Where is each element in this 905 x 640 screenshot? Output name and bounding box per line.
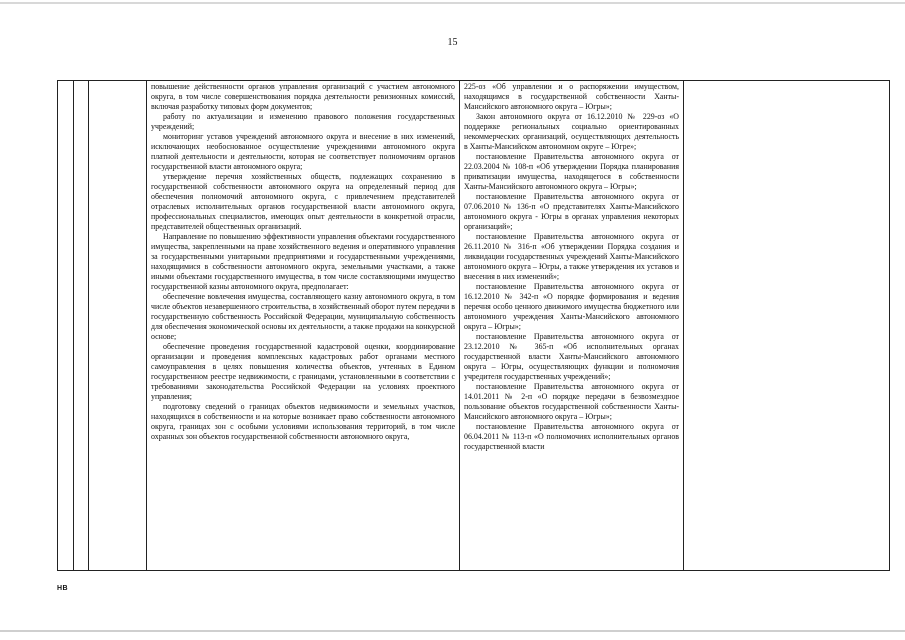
content-column	[147, 81, 459, 570]
paragraph: мониторинг уставов учреждений автономного округа и внесение в них изменений, исключающих необоснованное осуществление учреждениями автономного округа платной деятельности и деятельности, которая не соответствует полномочиям органов государственной власти автономного округа;	[151, 132, 455, 171]
table-cell-number	[58, 81, 74, 571]
paragraph: обеспечение проведения государственной кадастровой оценки, координирование организации и проведения комплексных кадастровых работ органами местного самоуправления в целях повышения количества объектов, учтенных в Едином государственном реестре недвижимости, с границами, установленными в соответствии с требованиями законодательства Российской Федерации на условиях проектного управления;	[151, 342, 455, 401]
table-row	[58, 81, 890, 571]
table-cell-legal-basis	[460, 81, 684, 571]
paragraph: постановление Правительства автономного округа от 14.01.2011 № 2-п «О порядке передачи в безвозмездное пользование объектов государственной собственности Ханты-Мансийского автономного округа – Югры»;	[464, 382, 679, 421]
paragraph: Закон автономного округа от 16.12.2010 № 229-оз «О поддержке региональных социально ориентированных некоммерческих организаций, осуществляющих деятельность в Ханты-Мансийском автономном округе – Югре»;	[464, 112, 679, 151]
table-cell-content	[147, 81, 460, 571]
scan-top-edge	[0, 2, 905, 4]
table-cell-index	[74, 81, 89, 571]
table-cell-empty	[89, 81, 147, 571]
paragraph: обеспечение вовлечения имущества, составляющего казну автономного округа, в том числе объектов незавершенного строительства, в хозяйственный оборот путем передачи в государственную собственность Российской Федерации, муниципальную собственность для обеспечения экономической основы их деятельности, а также продажи на конкурсной основе;	[151, 292, 455, 341]
paragraph: постановление Правительства автономного округа от 22.03.2004 № 108-п «Об утверждении Порядка планирования приватизации имущества, находящегося в собственности Ханты-Мансийского автономного округа – Югры»;	[464, 152, 679, 191]
paragraph: постановление Правительства автономного округа от 23.12.2010 № 365-п «Об исполнительных органах государственной власти Ханты-Мансийского автономного округа – Югры, осуществляющих функции и полномочия учредителя государственных учреждений»;	[464, 332, 679, 381]
paragraph: постановление Правительства автономного округа от 07.06.2010 № 136-п «О представителях Ханты-Мансийского автономного округа - Югры в органах управления некоторых организаций»;	[464, 192, 679, 231]
paragraph: постановление Правительства автономного округа от 06.04.2011 № 113-п «О полномочиях исполнительных органов государственной власти	[464, 422, 679, 451]
table-cell-empty-right	[684, 81, 890, 571]
stamp-mark: HB	[57, 585, 69, 592]
paragraph: подготовку сведений о границах объектов недвижимости и земельных участков, находящихся в собственности и на которые возникает право собственности автономного округа, границах зон с особыми условиями использования территорий, в том числе охранных зон объектов государственной собственности автономного округа,	[151, 402, 455, 441]
scan-bottom-edge	[0, 630, 905, 632]
paragraph: постановление Правительства автономного округа от 26.11.2010 № 316-п «Об утверждении Порядка создания и ликвидации государственных учреждений Ханты-Мансийского автономного округа – Югры, а также утверждения их уставов и внесения в них изменений»;	[464, 232, 679, 281]
paragraph: постановление Правительства автономного округа от 16.12.2010 № 342-п «О порядке формирования и ведения перечня особо ценного движимого имущества бюджетного или автономного учреждения Ханты-Мансийского автономного округа – Югры»;	[464, 282, 679, 331]
page-number: 15	[447, 37, 458, 48]
paragraph: утверждение перечня хозяйственных обществ, подлежащих сохранению в государственной собственности автономного округа на определенный период для обеспечения полномочий автономного округа, с привлечением представителей отраслевых исполнительных органов государственной власти автономного округа, профессиональных специалистов, имеющих опыт деятельности в конкретной отрасли, представителей общественных организаций.	[151, 172, 455, 231]
document-table	[57, 80, 890, 571]
legal-basis-column	[460, 81, 683, 570]
paragraph: повышение действенности органов управления организаций с участием автономного округа, в том числе совершенствования порядка деятельности ревизионных комиссий, включая разработку типовых форм документов;	[151, 82, 455, 111]
paragraph: Направление по повышению эффективности управления объектами государственного имущества, закрепленными на праве хозяйственного ведения и оперативного управления за государственными унитарными предприятиями и государственными учреждениями, находящимися в собственности автономного округа, земельными участками, а также иными объектами государственного имущества, в том числе составляющими имущество государственной казны автономного округа, предполагает:	[151, 232, 455, 291]
paragraph: 225-оз «Об управлении и о распоряжении имуществом, находящимся в государственной собственности Ханты-Мансийского автономного округа – Югры»;	[464, 82, 679, 111]
paragraph: работу по актуализации и изменению правового положения государственных учреждений;	[151, 112, 455, 131]
